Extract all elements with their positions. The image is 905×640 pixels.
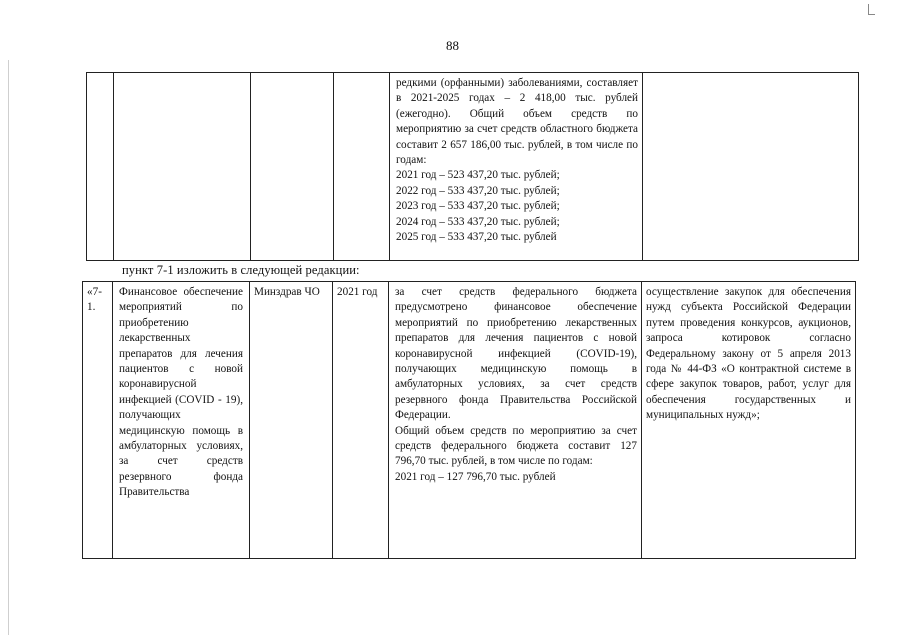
funding-paragraph: за счет средств федерального бюджета предусмотрено финансовое обеспечение мероприятий по приобретению лекарственных препаратов для лечения пациентов с новой коронавирусной инфекцией (COVID-19), получающих медицинскую помощь в амбулаторных условиях, за счет средств резервного фонда Правительства Российской Федерации. <box>395 286 637 422</box>
cell-period: 2021 год <box>333 282 389 559</box>
table-row <box>83 282 856 559</box>
cell-name: Финансовое обеспечение мероприятий по приобретению лекарственных препаратов для лечения пациентов с новой коронавирусной инфекцией (COVID - 19), получающих медицинскую помощь в амбулаторных условиях, за счет средств резервного фонда Правительства <box>113 282 250 559</box>
funding-paragraph: редкими (орфанными) заболеваниями, составляет в 2021-2025 годах – 2 418,00 тыс. рублей (ежегодно). Общий объем средств по мероприятию за счет средств областного бюджета составит 2 657 186,00 тыс. рублей, в том числе по годам: <box>396 77 638 167</box>
year-line: 2021 год – 523 437,20 тыс. рублей; <box>396 169 560 182</box>
cell-funding <box>389 282 642 559</box>
cell-funding <box>390 73 643 261</box>
scan-edge-line <box>8 60 9 635</box>
table-row <box>87 73 859 261</box>
cell-mechanism: осуществление закупок для обеспечения нужд субъекта Российской Федерации путем проведения конкурсов, аукционов, запроса котировок согласно Федеральному закону от 5 апреля 2013 года № 44-ФЗ «О контрактной системе в сфере закупок товаров, работ, услуг для обеспечения государственных и муниципальных нужд»; <box>642 282 856 559</box>
section-intro-text: пункт 7-1 изложить в следующей редакции: <box>122 263 360 277</box>
cell-executor <box>251 73 334 261</box>
cell-period <box>334 73 390 261</box>
cell-number <box>87 73 114 261</box>
funding-years <box>396 168 638 245</box>
cell-name <box>114 73 251 261</box>
cell-executor: Минздрав ЧО <box>250 282 333 559</box>
funding-paragraph: Общий объем средств по мероприятию за счет средств федерального бюджета составит 127 796,70 тыс. рублей, в том числе по годам: <box>395 424 637 468</box>
funding-year-line: 2021 год – 127 796,70 тыс. рублей <box>395 470 556 483</box>
scan-corner-mark <box>868 4 875 15</box>
top-table-fragment <box>86 72 859 261</box>
year-line: 2025 год – 533 437,20 тыс. рублей <box>396 231 557 244</box>
year-line: 2024 год – 533 437,20 тыс. рублей; <box>396 215 560 228</box>
year-line: 2023 год – 533 437,20 тыс. рублей; <box>396 200 560 213</box>
cell-number: «7-1. <box>83 282 113 559</box>
year-line: 2022 год – 533 437,20 тыс. рублей; <box>396 184 560 197</box>
cell-mechanism <box>643 73 859 261</box>
main-table <box>82 281 856 559</box>
page-number: 88 <box>446 38 459 53</box>
